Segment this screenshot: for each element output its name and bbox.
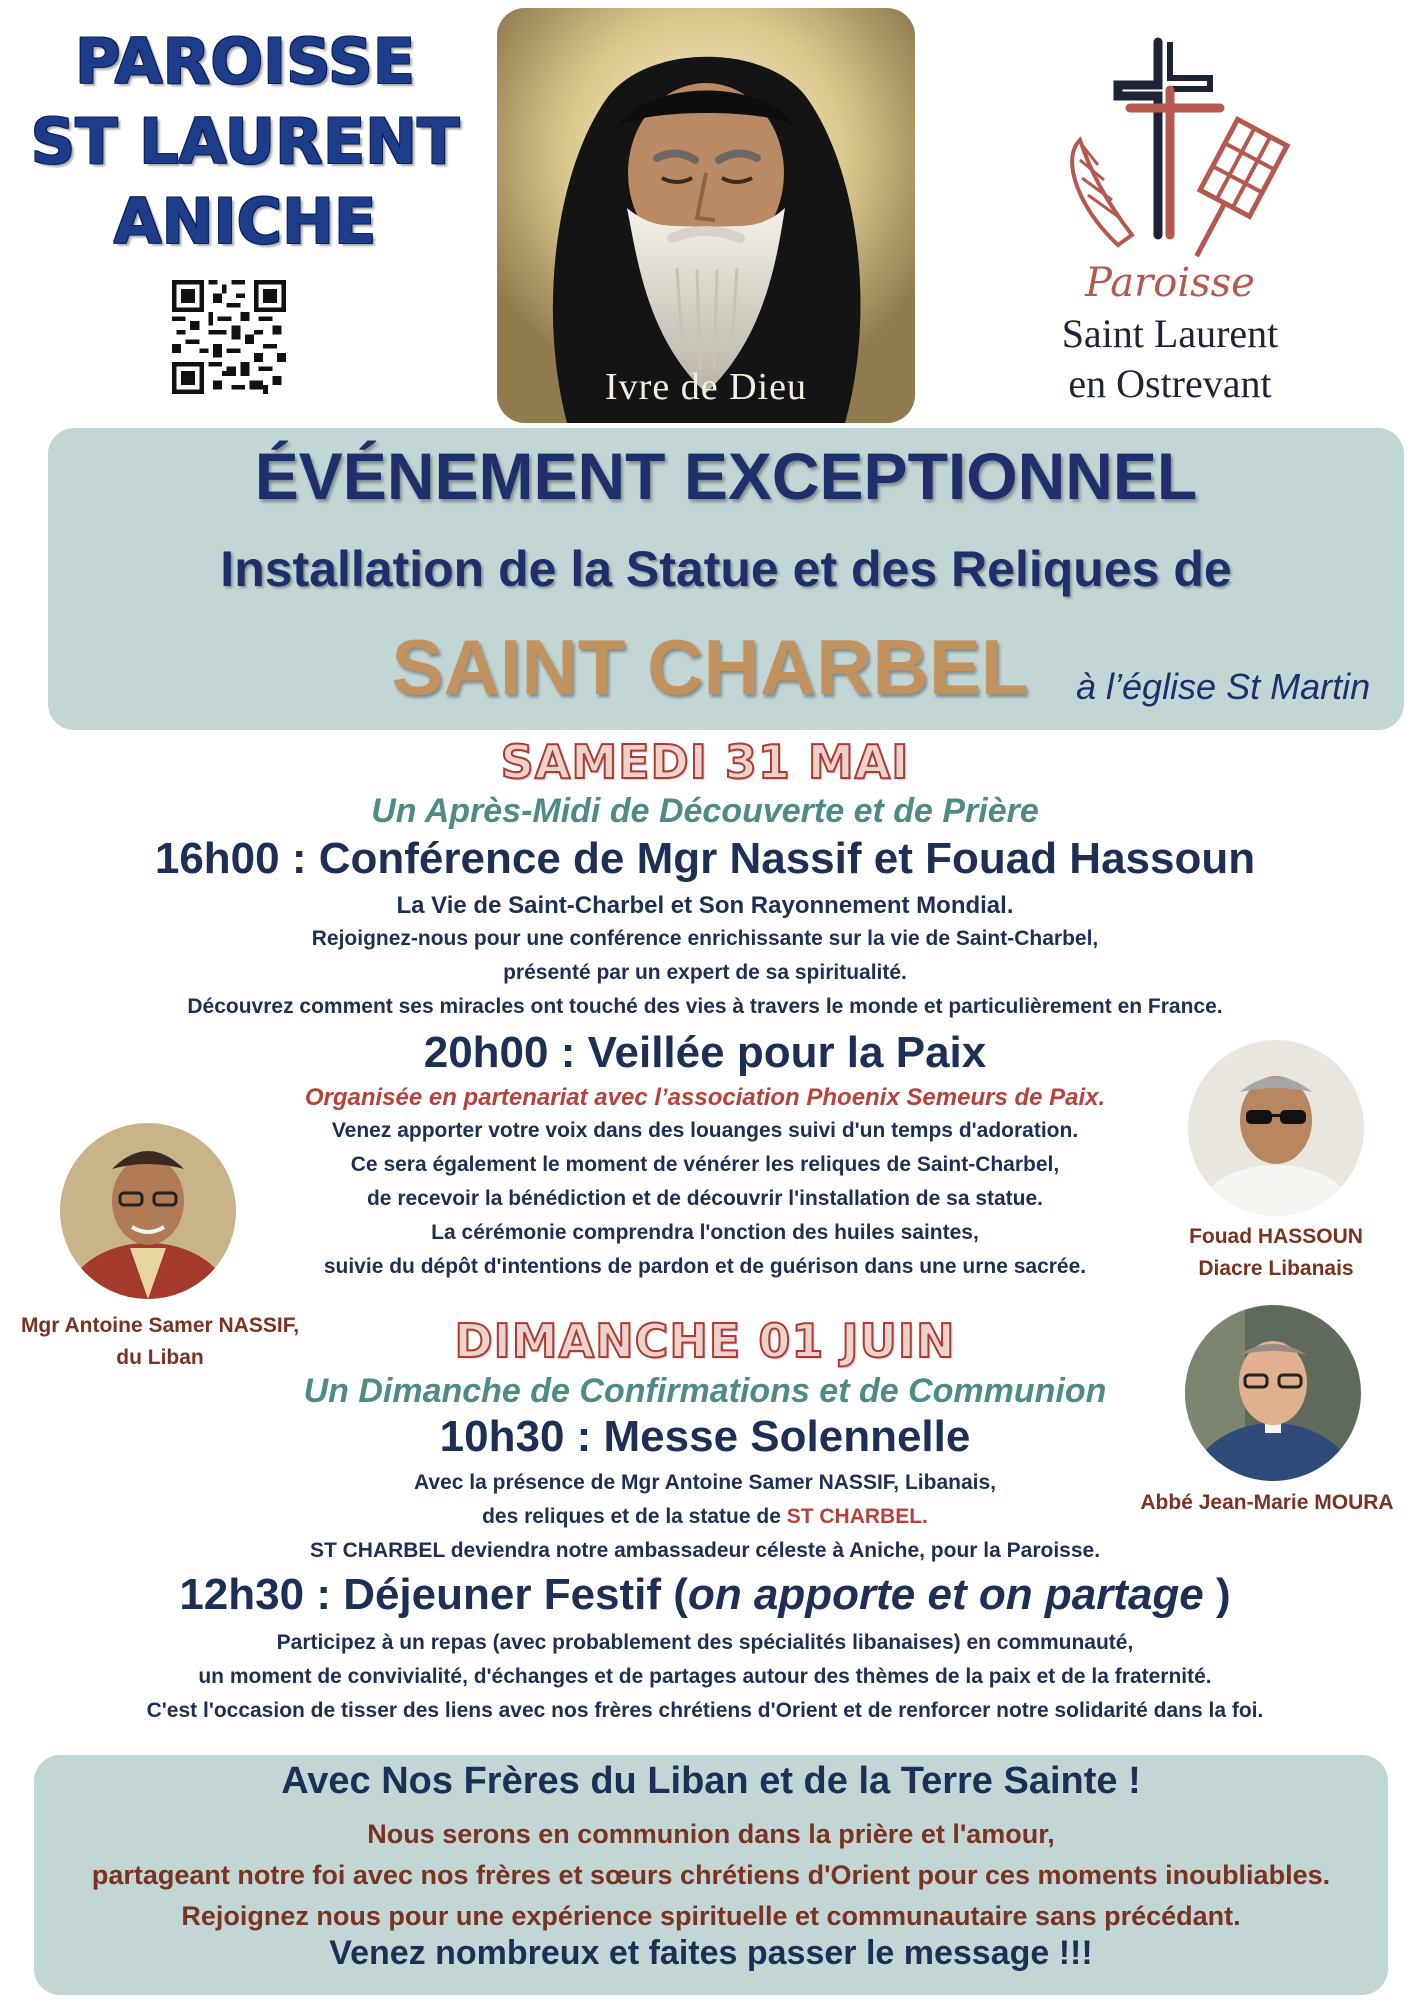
- conference-heading: 16h00 : Conférence de Mgr Nassif et Fouad Hassoun: [154, 834, 1256, 883]
- hassoun-name: Fouad HASSOUN: [1189, 1225, 1363, 1248]
- sunday-theme: Un Dimanche de Confirmations et de Communion: [303, 1372, 1107, 1410]
- mass-line-1: Avec la présence de Mgr Antoine Samer NASSIF, Libanais,: [414, 1471, 996, 1494]
- logo-script-text: Paroisse: [1085, 260, 1255, 306]
- saint-charbel-illustration: [497, 8, 915, 423]
- mass-line-2: [200, 1500, 1210, 1534]
- vigil-line: Ce sera également le moment de vénérer les reliques de Saint-Charbel,: [350, 1153, 1060, 1176]
- vigil-partner: Organisée en partenariat avec l’association Phoenix Semeurs de Paix.: [304, 1084, 1106, 1111]
- qr-code[interactable]: [172, 280, 286, 394]
- vigil-description: [230, 1114, 1180, 1284]
- lunch-heading-post: ): [1203, 1570, 1231, 1619]
- moura-photo: [1185, 1305, 1361, 1481]
- parish-logo: [1020, 30, 1320, 420]
- conference-line: Découvrez comment ses miracles ont touché des vies à travers le monde et particulièrement en France.: [187, 995, 1223, 1018]
- parish-line-1: PAROISSE: [74, 25, 416, 98]
- footer-line: partageant notre foi avec nos frères et sœurs chrétiens d'Orient pour ces moments inoubliables.: [91, 1860, 1331, 1890]
- lunch-heading: [100, 1570, 1310, 1620]
- logo-name-line1: Saint Laurent: [1061, 311, 1279, 356]
- saint-name: SAINT CHARBEL: [391, 623, 1029, 711]
- parish-line-3: ANICHE: [113, 185, 377, 258]
- hassoun-caption: [1150, 1221, 1402, 1285]
- conference-line: Rejoignez-nous pour une conférence enrichissante sur la vie de Saint-Charbel,: [311, 927, 1099, 950]
- mass-heading: 10h30 : Messe Solennelle: [439, 1412, 971, 1461]
- vigil-heading: 20h00 : Veillée pour la Paix: [423, 1028, 987, 1077]
- lunch-heading-italic: on apporte et on partage: [687, 1570, 1204, 1619]
- nassif-caption: [0, 1310, 320, 1374]
- vigil-line: suivie du dépôt d'intentions de pardon et de guérison dans une urne sacrée.: [323, 1255, 1087, 1278]
- lunch-line: Participez à un repas (avec probablement des spécialités libanaises) en communauté,: [276, 1631, 1134, 1654]
- parish-line-2: ST LAURENT: [30, 105, 460, 178]
- conference-subtitle: La Vie de Saint-Charbel et Son Rayonnement Mondial.: [396, 892, 1014, 919]
- conference-description: [100, 922, 1310, 1024]
- hassoun-title: Diacre Libanais: [1198, 1257, 1354, 1280]
- footer-line: Rejoignez nous pour une expérience spirituelle et communautaire sans précédant.: [181, 1901, 1241, 1931]
- vigil-line: de recevoir la bénédiction et de découvrir l'installation de sa statue.: [366, 1187, 1044, 1210]
- mass-line-2-text: des reliques et de la statue de: [482, 1505, 787, 1528]
- mass-line-2-highlight: ST CHARBEL.: [786, 1505, 928, 1528]
- nassif-name: Mgr Antoine Samer NASSIF,: [20, 1314, 300, 1337]
- footer-body: [34, 1814, 1388, 1937]
- event-title: ÉVÉNEMENT EXCEPTIONNEL: [254, 439, 1198, 513]
- vigil-line: Venez apporter votre voix dans des louanges suivi d'un temps d'adoration.: [331, 1119, 1079, 1142]
- footer-closing: Venez nombreux et faites passer le message !!!: [329, 1934, 1093, 1972]
- nassif-photo: [60, 1123, 236, 1299]
- footer-line: Nous serons en communion dans la prière et l'amour,: [367, 1819, 1055, 1849]
- mass-line-3: ST CHARBEL deviendra notre ambassadeur céleste à Aniche, pour la Paroisse.: [309, 1539, 1101, 1562]
- moura-name: Abbé Jean-Marie MOURA: [1140, 1491, 1394, 1514]
- conference-line: présenté par un expert de sa spiritualité.: [503, 961, 907, 984]
- lunch-heading-pre: 12h30 : Déjeuner Festif (: [179, 1570, 688, 1619]
- logo-name-line2: en Ostrevant: [1068, 361, 1272, 406]
- saturday-theme: Un Après-Midi de Découverte et de Prière: [371, 792, 1039, 830]
- event-subtitle: Installation de la Statue et des Reliques de: [220, 541, 1232, 597]
- mass-description: [200, 1466, 1210, 1568]
- sunday-date: DIMANCHE 01 JUIN: [454, 1314, 956, 1368]
- parish-title: [0, 22, 490, 262]
- vigil-line: La cérémonie comprendra l'onction des huiles saintes,: [431, 1221, 979, 1244]
- nassif-origin: du Liban: [116, 1346, 204, 1369]
- lunch-description: [60, 1626, 1350, 1728]
- footer-title: Avec Nos Frères du Liban et de la Terre Sainte !: [281, 1760, 1141, 1802]
- saint-charbel-portrait: [497, 8, 915, 423]
- hassoun-photo: [1188, 1040, 1364, 1216]
- saturday-date: SAMEDI 31 MAI: [500, 735, 910, 789]
- lunch-line: un moment de convivialité, d'échanges et de partages autour des thèmes de la paix et de la fraternité.: [198, 1665, 1212, 1688]
- lunch-line: C'est l'occasion de tisser des liens avec nos frères chrétiens d'Orient et de renforcer notre solidarité dans la foi.: [146, 1699, 1264, 1722]
- portrait-caption: Ivre de Dieu: [605, 366, 807, 408]
- church-location: à l’église St Martin: [1076, 666, 1371, 707]
- cross-logo-icon: [1020, 30, 1320, 260]
